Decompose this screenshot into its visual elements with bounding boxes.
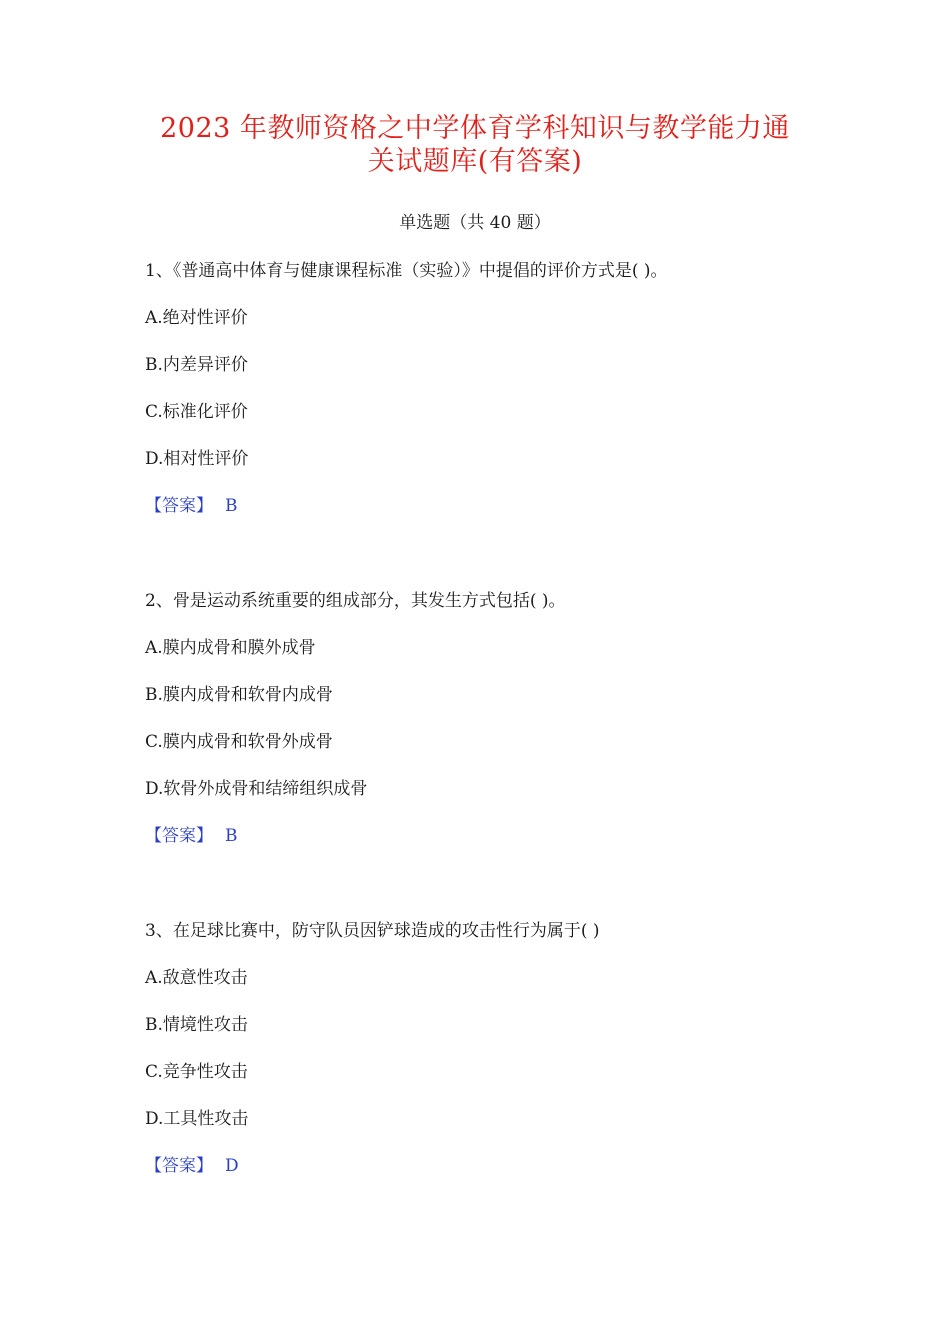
question-3-option-b: B.情境性攻击 bbox=[145, 1015, 248, 1035]
answer-value: B bbox=[225, 826, 238, 846]
question-2-answer bbox=[145, 824, 238, 848]
question-3-answer bbox=[145, 1154, 239, 1178]
answer-label: 【答案】 bbox=[145, 496, 213, 516]
document-title-line-2: 关试题库(有答案) bbox=[367, 146, 583, 177]
answer-value: D bbox=[225, 1156, 239, 1176]
question-2-option-a: A.膜内成骨和膜外成骨 bbox=[145, 638, 316, 658]
document-title-line-1: 2023 年教师资格之中学体育学科知识与教学能力通 bbox=[160, 113, 790, 144]
question-3-stem: 3、在足球比赛中，防守队员因铲球造成的攻击性行为属于( ) bbox=[145, 921, 600, 941]
question-3-option-a: A.敌意性攻击 bbox=[145, 968, 248, 988]
question-2-option-b: B.膜内成骨和软骨内成骨 bbox=[145, 685, 333, 705]
answer-value: B bbox=[225, 496, 238, 516]
question-3-option-d: D.工具性攻击 bbox=[145, 1109, 249, 1129]
section-title: 单选题（共 40 题） bbox=[399, 213, 551, 233]
question-2-option-c: C.膜内成骨和软骨外成骨 bbox=[145, 732, 333, 752]
question-3-option-c: C.竞争性攻击 bbox=[145, 1062, 248, 1082]
question-1-option-b: B.内差异评价 bbox=[145, 355, 248, 375]
answer-label: 【答案】 bbox=[145, 1156, 213, 1176]
answer-label: 【答案】 bbox=[145, 826, 213, 846]
question-1-answer bbox=[145, 494, 238, 518]
question-1-option-d: D.相对性评价 bbox=[145, 449, 249, 469]
question-1-option-a: A.绝对性评价 bbox=[145, 308, 248, 328]
question-1-option-c: C.标准化评价 bbox=[145, 402, 248, 422]
question-2-option-d: D.软骨外成骨和结缔组织成骨 bbox=[145, 779, 368, 799]
question-1-stem: 1、《普通高中体育与健康课程标准（实验）》中提倡的评价方式是( )。 bbox=[145, 261, 668, 281]
question-2-stem: 2、骨是运动系统重要的组成部分，其发生方式包括( )。 bbox=[145, 591, 566, 611]
